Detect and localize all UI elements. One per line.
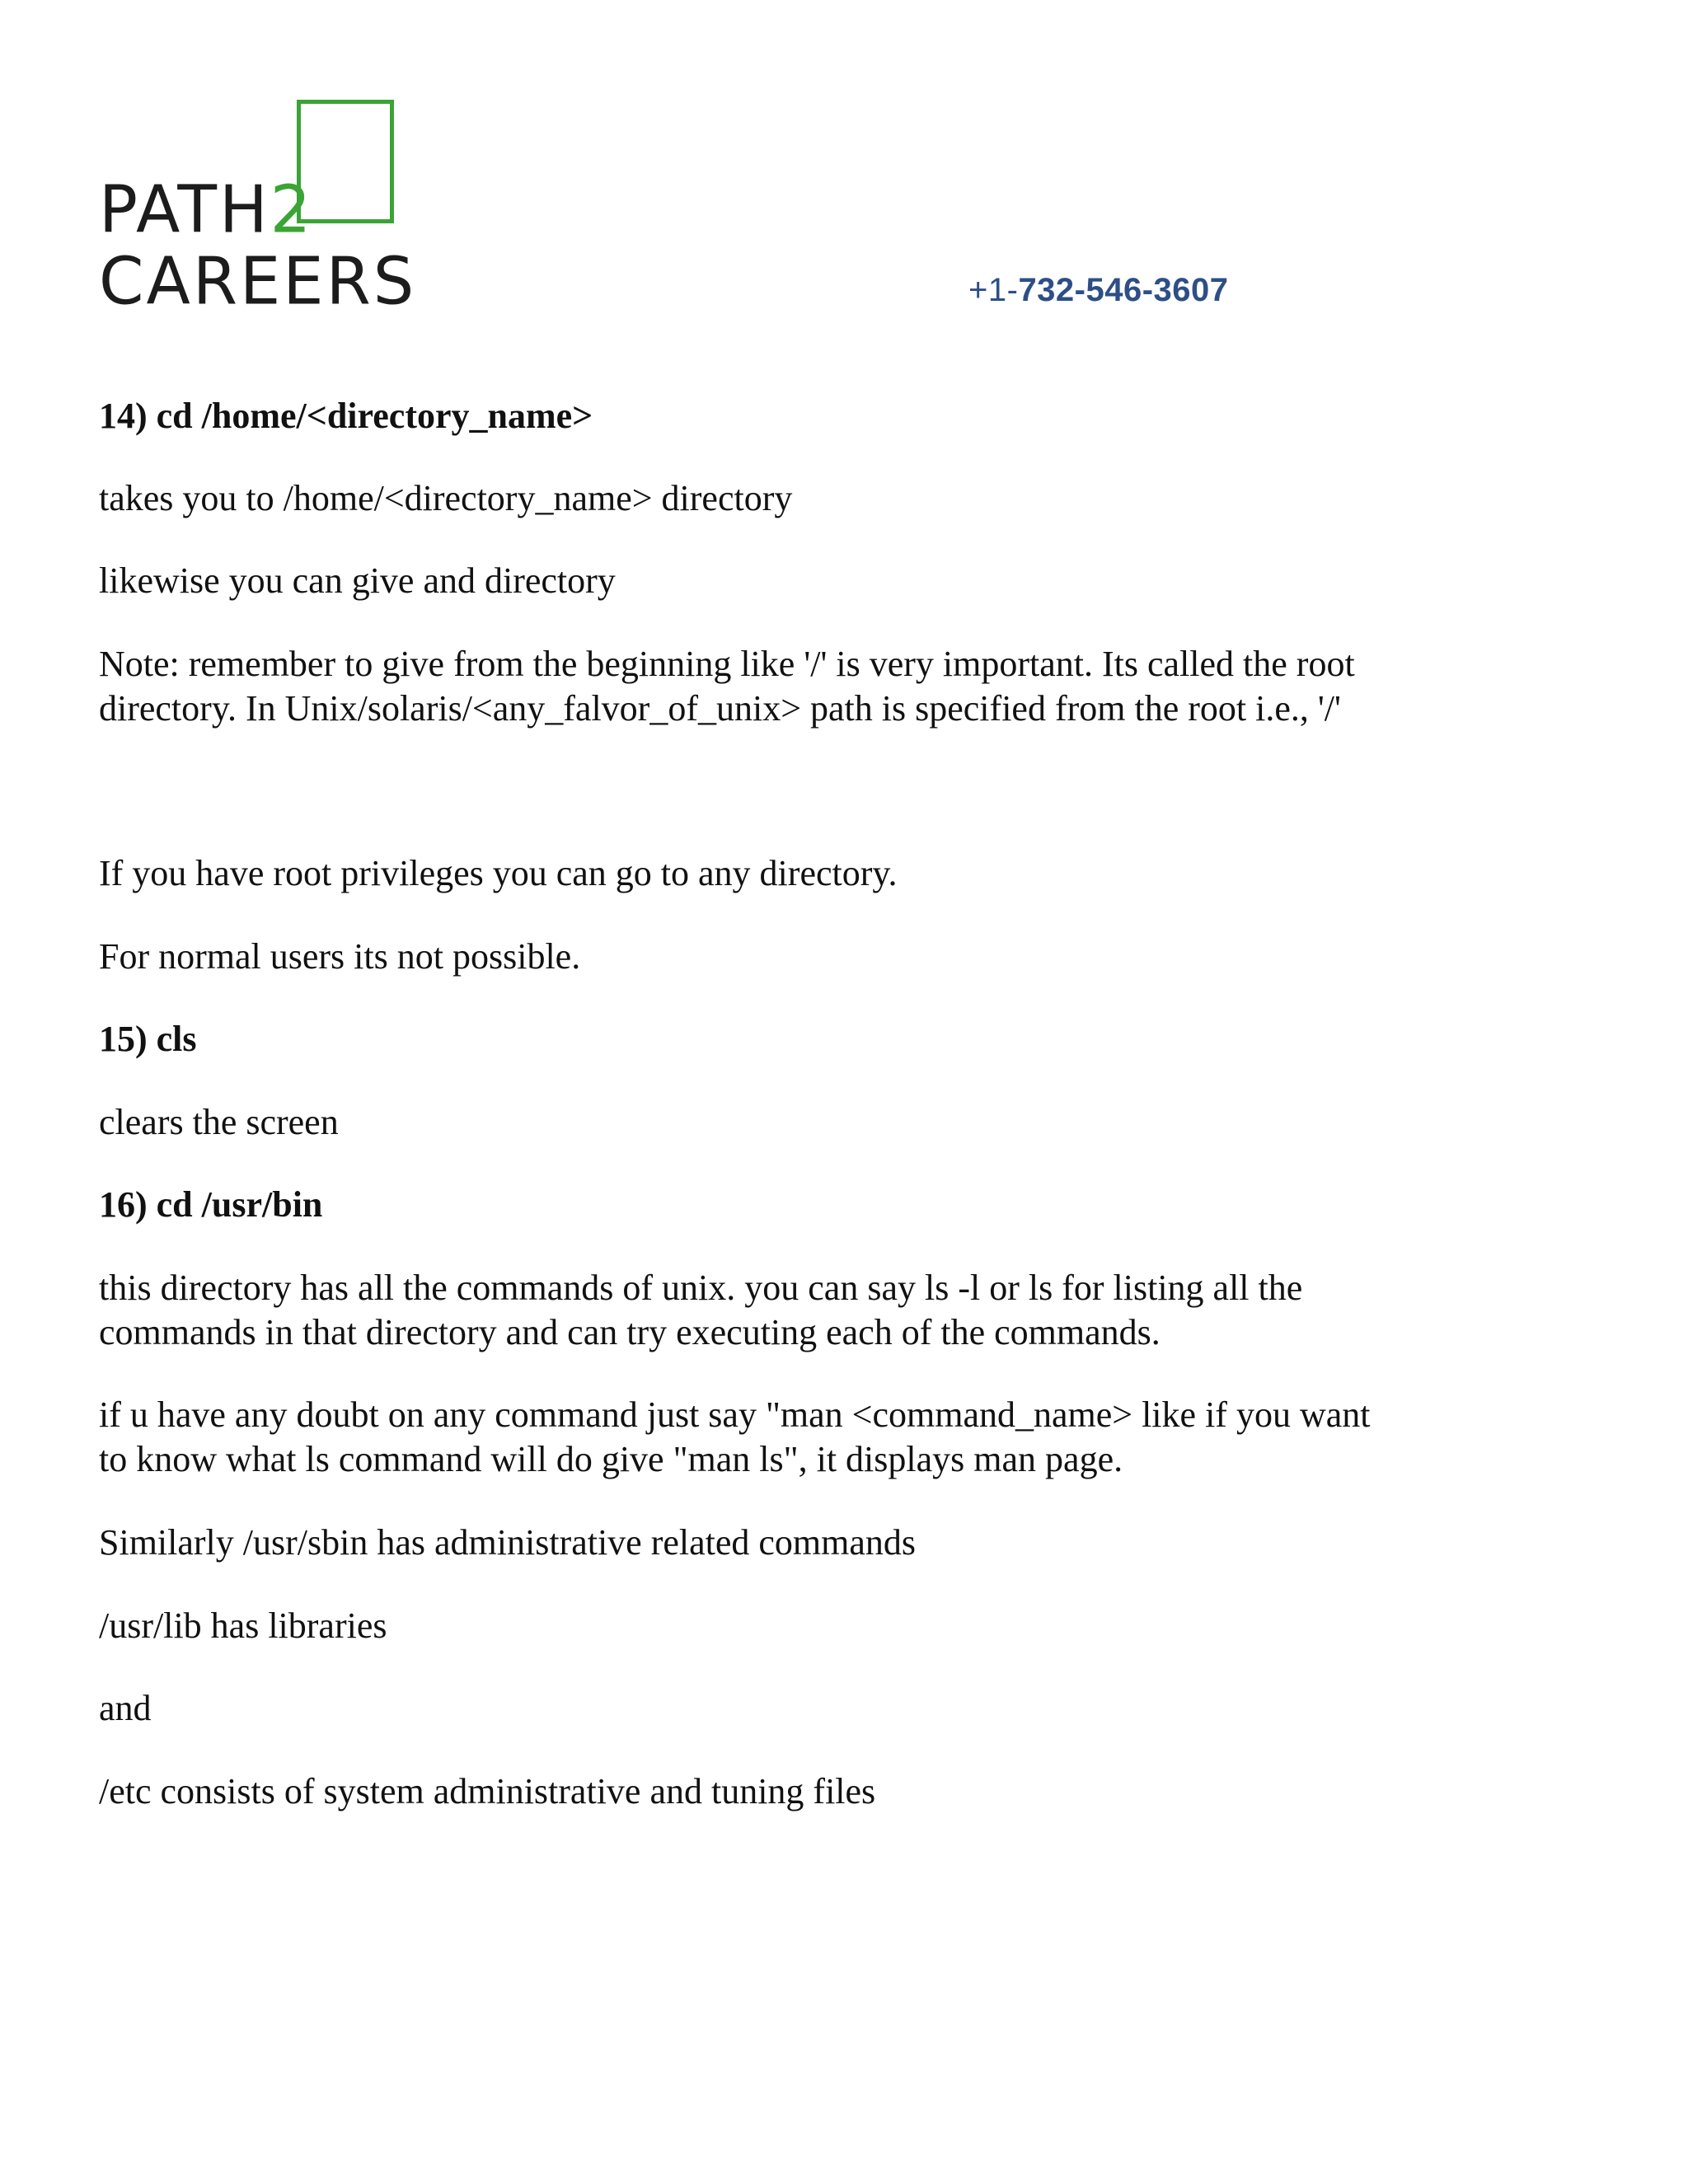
paragraph-line-2: to know what ls command will do give "man ls", it displays man page. [99,1439,1123,1479]
paragraph: Similarly /usr/sbin has administrative related commands [99,1522,917,1563]
phone-number [968,272,1229,309]
note-line-2: directory. In Unix/solaris/<any_falvor_of_unix> path is specified from the root i.e., '/' [99,688,1341,729]
paragraph-line-1: this directory has all the commands of unix. you can say ls -l or ls for listing all the [99,1268,1303,1308]
section-16-heading: 16) cd /usr/bin [99,1184,323,1225]
paragraph: and [99,1688,152,1728]
paragraph-line-2: commands in that directory and can try executing each of the commands. [99,1312,1160,1352]
phone-prefix: +1- [968,272,1019,308]
paragraph: /etc consists of system administrative and tuning files [99,1771,876,1811]
paragraph: likewise you can give and directory [99,560,616,601]
paragraph: clears the screen [99,1102,339,1142]
path2careers-logo [99,95,478,320]
paragraph: For normal users its not possible. [99,936,581,977]
paragraph: takes you to /home/<directory_name> directory [99,478,793,518]
logo-line-path [99,171,314,248]
paragraph: /usr/lib has libraries [99,1605,387,1646]
paragraph: If you have root privileges you can go to any directory. [99,853,898,893]
logo-mark-2: 2 [270,171,314,248]
paragraph-line-1: if u have any doubt on any command just say "man <command_name> like if you want [99,1394,1371,1435]
note-line-1: Note: remember to give from the beginning like '/' is very important. Its called the root [99,644,1355,684]
logo-word-path: PATH [99,171,270,248]
logo-word-careers: CAREERS [99,243,417,320]
phone-digits: 732-546-3607 [1018,272,1229,308]
section-14-heading: 14) cd /home/<directory_name> [99,396,593,436]
section-15-heading: 15) cls [99,1019,197,1059]
